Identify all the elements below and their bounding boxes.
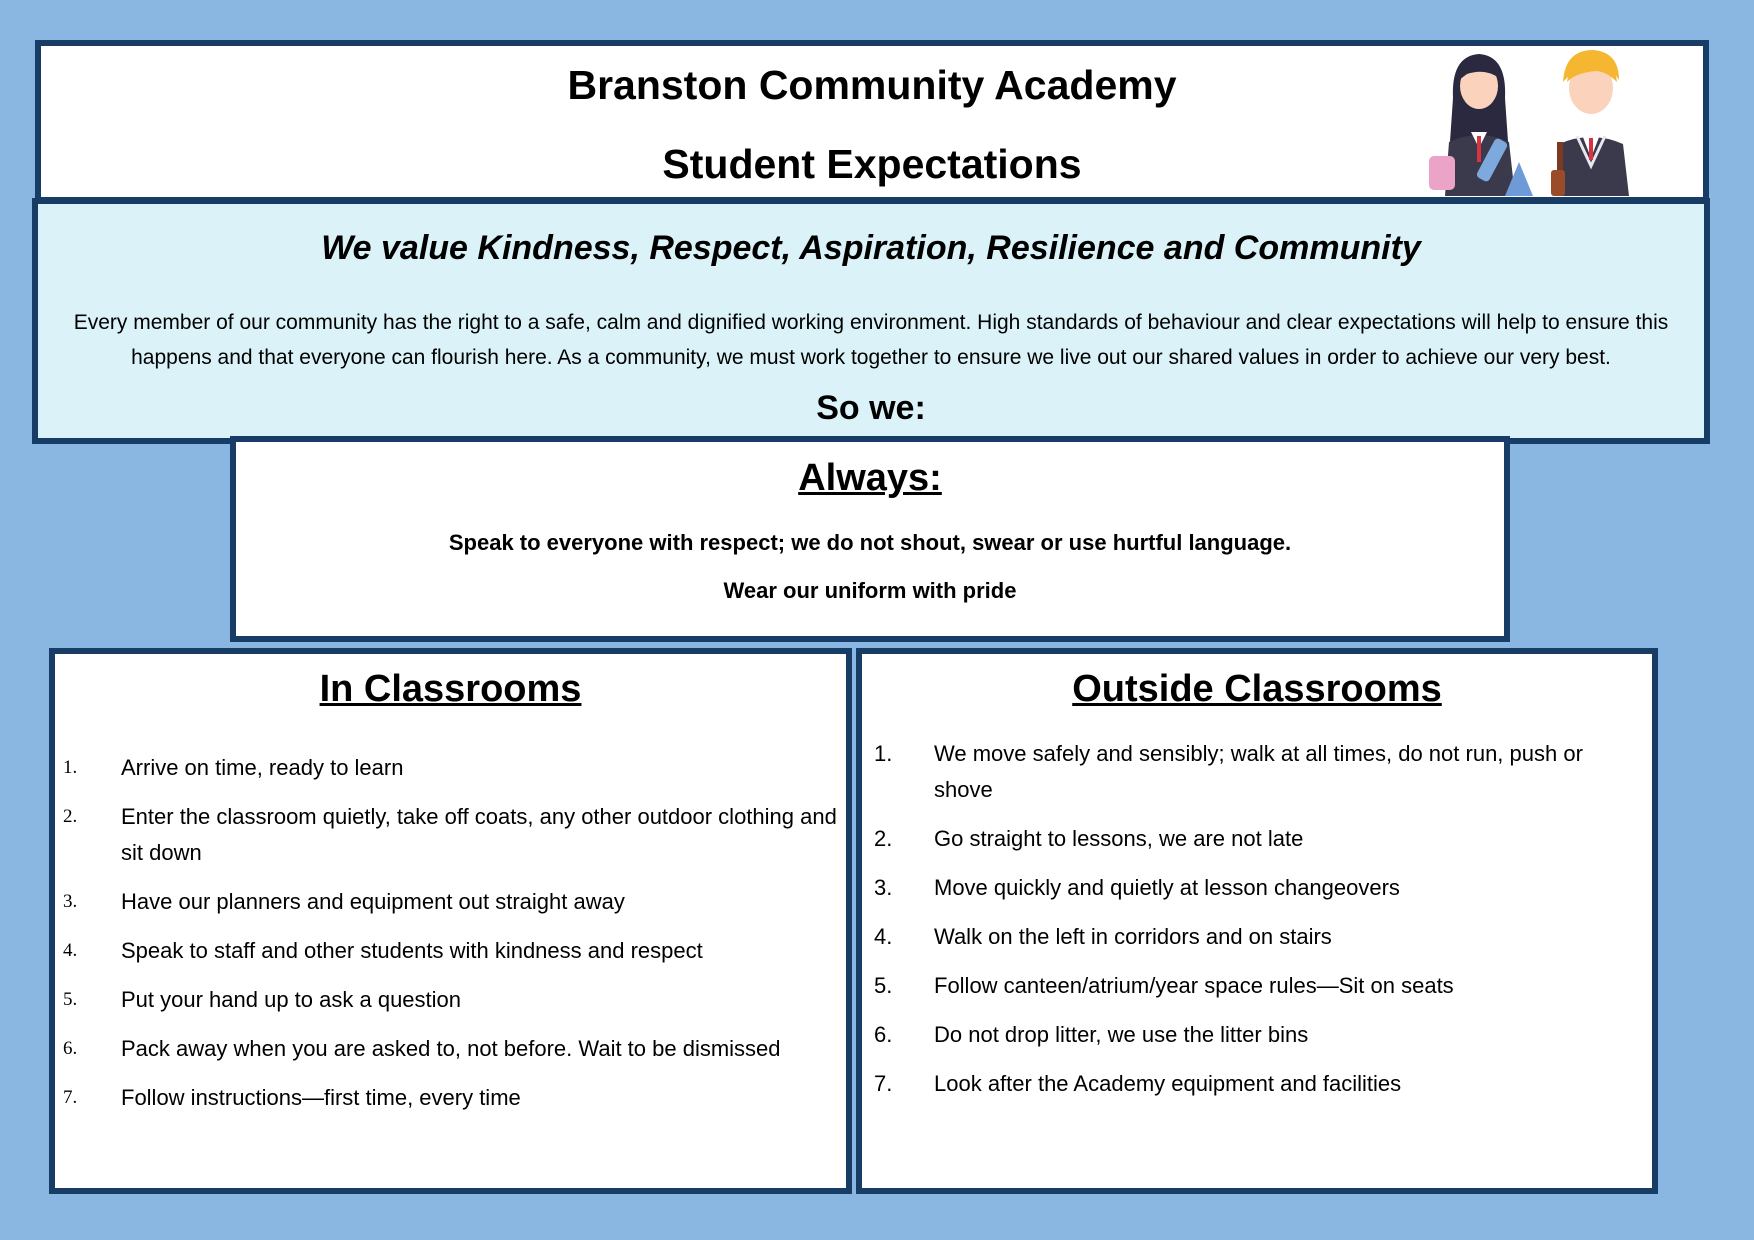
- item-text: Have our planners and equipment out straight away: [121, 889, 625, 914]
- outside-classrooms-panel: [856, 648, 1658, 1194]
- item-number: 5.: [874, 973, 893, 998]
- in-classrooms-panel: [49, 648, 852, 1194]
- list-item: [63, 1080, 843, 1116]
- item-number: 7.: [63, 1087, 78, 1108]
- item-text: Do not drop litter, we use the litter bins: [934, 1022, 1309, 1047]
- outside-classrooms-list: [874, 736, 1644, 1115]
- list-item: [874, 736, 1644, 808]
- list-item: [63, 933, 843, 969]
- values-panel: [32, 198, 1710, 444]
- item-text: Look after the Academy equipment and facilities: [934, 1071, 1402, 1096]
- always-item: Wear our uniform with pride: [723, 578, 1017, 603]
- list-item: [874, 870, 1644, 906]
- list-item: [63, 884, 843, 920]
- item-number: 5.: [63, 989, 78, 1010]
- always-item: Speak to everyone with respect; we do not shout, swear or use hurtful language.: [448, 530, 1292, 555]
- so-we-heading: So we:: [816, 389, 926, 427]
- item-number: 3.: [63, 891, 78, 912]
- item-number: 3.: [874, 875, 893, 900]
- item-number: 2.: [874, 826, 893, 851]
- item-text: Move quickly and quietly at lesson changeovers: [934, 875, 1400, 900]
- item-text: Go straight to lessons, we are not late: [934, 826, 1304, 851]
- header-panel: [35, 40, 1709, 203]
- item-number: 1.: [63, 757, 78, 778]
- item-number: 4.: [63, 940, 78, 961]
- in-classrooms-heading: In Classrooms: [319, 668, 582, 710]
- list-item: [63, 1031, 843, 1067]
- outside-classrooms-heading: Outside Classrooms: [1072, 668, 1442, 710]
- item-number: 4.: [874, 924, 893, 949]
- always-heading: Always:: [798, 457, 942, 499]
- item-text: Follow instructions—first time, every time: [121, 1085, 521, 1110]
- values-paragraph: Every member of our community has the right to a safe, calm and dignified working environment. High standards of behaviour and clear expectations will help to ensure this happens and that everyone can flourish here. As a community, we must work together to ensure we live out our shared values in order to achieve our very best.: [73, 311, 1669, 369]
- item-text: Put your hand up to ask a question: [121, 987, 462, 1012]
- list-item: [874, 919, 1644, 955]
- list-item: [874, 1066, 1644, 1102]
- item-text: Walk on the left in corridors and on stairs: [934, 924, 1332, 949]
- item-text: Enter the classroom quietly, take off coats, any other outdoor clothing and sit down: [121, 804, 837, 865]
- list-item: [874, 968, 1644, 1004]
- item-text: Arrive on time, ready to learn: [121, 755, 404, 780]
- item-number: 7.: [874, 1071, 893, 1096]
- page-title: Student Expectations: [662, 141, 1082, 187]
- item-text: Pack away when you are asked to, not before. Wait to be dismissed: [121, 1036, 781, 1061]
- item-text: We move safely and sensibly; walk at all times, do not run, push or shove: [934, 741, 1583, 802]
- always-panel: [230, 436, 1510, 642]
- list-item: [63, 982, 843, 1018]
- item-number: 6.: [874, 1022, 893, 1047]
- list-item: [63, 799, 843, 871]
- list-item: [874, 1017, 1644, 1053]
- students-illustration-icon: [1423, 46, 1663, 196]
- values-headline: We value Kindness, Respect, Aspiration, Resilience and Community: [321, 229, 1421, 267]
- in-classrooms-list: [63, 750, 843, 1129]
- item-text: Follow canteen/atrium/year space rules—Sit on seats: [934, 973, 1454, 998]
- item-number: 1.: [874, 741, 893, 766]
- school-name: Branston Community Academy: [567, 62, 1177, 108]
- list-item: [63, 750, 843, 786]
- list-item: [874, 821, 1644, 857]
- item-number: 2.: [63, 806, 78, 827]
- item-text: Speak to staff and other students with kindness and respect: [121, 938, 703, 963]
- item-number: 6.: [63, 1038, 78, 1059]
